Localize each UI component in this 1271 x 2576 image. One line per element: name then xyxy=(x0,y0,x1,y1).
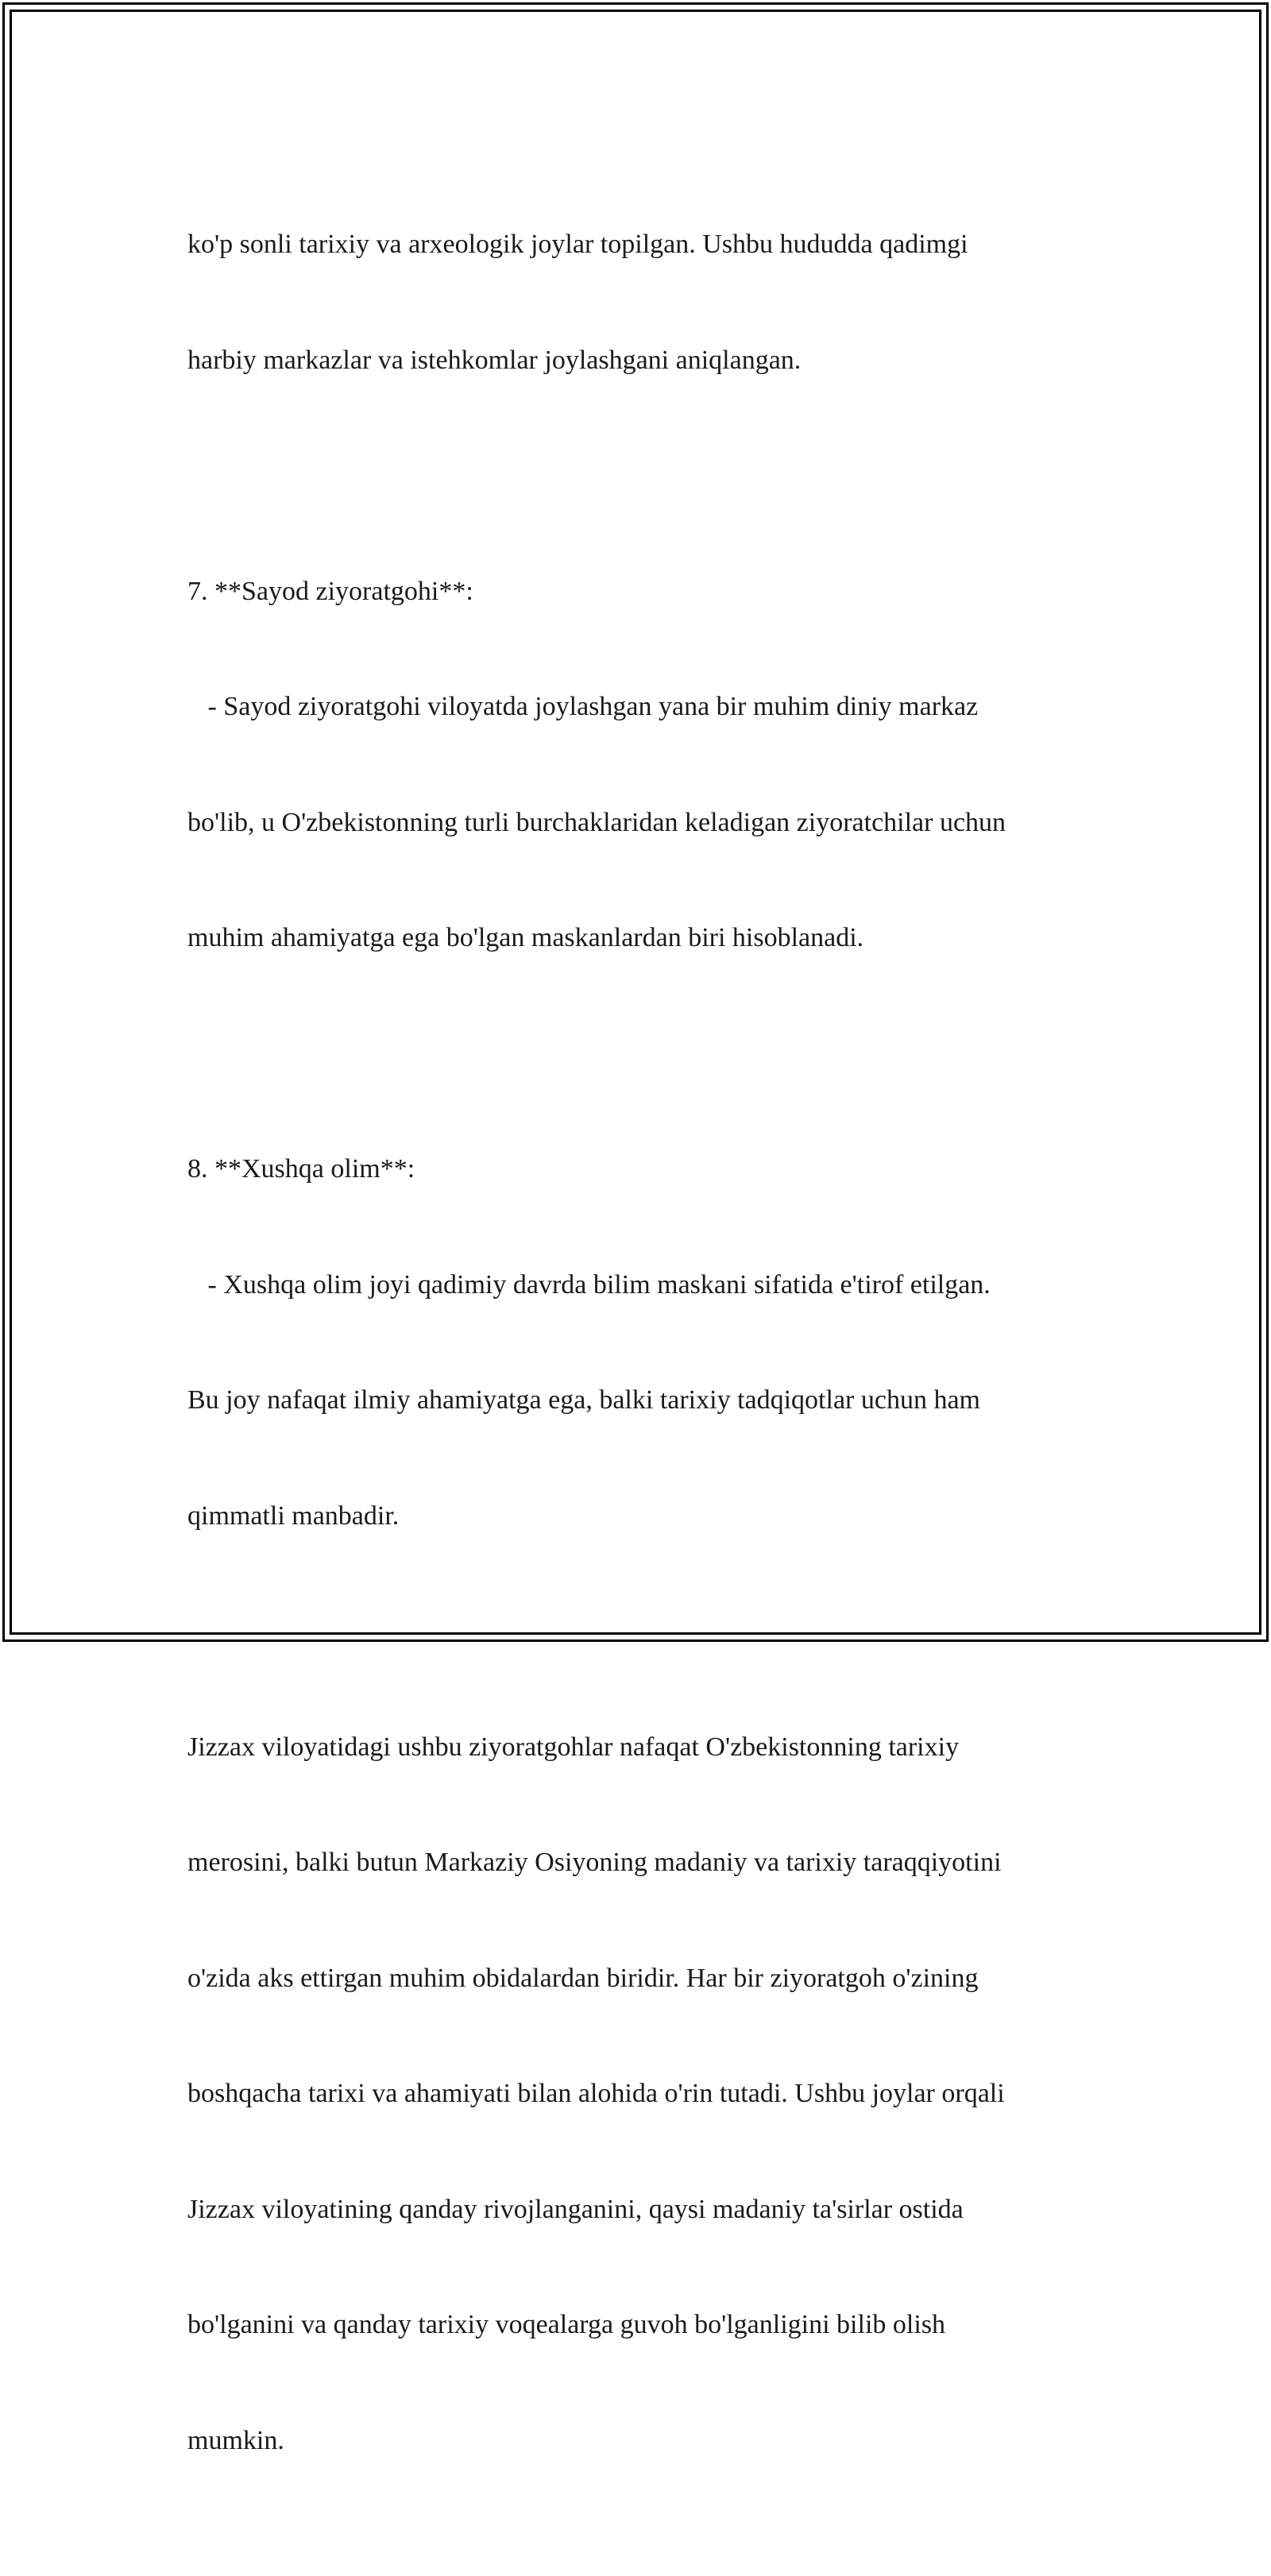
text-line: ko'p sonli tarixiy va arxeologik joylar topilgan. Ushbu hududda qadimgi xyxy=(187,230,968,259)
list-item-heading: 7. **Sayod ziyoratgohi**: xyxy=(187,576,473,606)
paragraph-historical-sites xyxy=(187,149,1101,457)
text-line: merosini, balki butun Markaziy Osiyoning madaniy va tarixiy taraqqiyotini xyxy=(187,1848,1002,1877)
paragraph-xushqa-olim xyxy=(187,1073,1101,1612)
text-line: qimmatli manbadir. xyxy=(187,1500,400,1531)
text-line: Jizzax viloyatidagi ushbu ziyoratgohlar nafaqat O'zbekistonning tarixiy xyxy=(187,1732,960,1762)
text-line: o'zida aks ettirgan muhim obidalardan biridir. Har bir ziyoratgoh o'zining xyxy=(187,1963,979,1993)
text-line: bo'lganini va qanday tarixiy voqealarga guvoh bo'lganligini bilib olish xyxy=(187,2310,946,2339)
paragraph-sayod-ziyoratgohi xyxy=(187,496,1101,1035)
text-line: boshqacha tarixi va ahamiyati bilan alohida o'rin tutadi. Ushbu joylar orqali xyxy=(187,2079,1005,2108)
text-line: Jizzax viloyatining qanday rivojlanganini, qaysi madaniy ta'sirlar ostida xyxy=(187,2194,964,2224)
text-line: Bu joy nafaqat ilmiy ahamiyatga ega, balki tarixiy tadqiqotlar uchun ham xyxy=(187,1385,980,1415)
text-line: - Sayod ziyoratgohi viloyatda joylashgan yana bir muhim diniy markaz xyxy=(187,692,979,721)
document-body xyxy=(187,149,1101,2576)
text-line: harbiy markazlar va istehkomlar joylashgani aniqlangan. xyxy=(187,345,802,375)
text-line: - Xushqa olim joyi qadimiy davrda bilim maskani sifatida e'tirof etilgan. xyxy=(187,1269,991,1300)
text-line: muhim ahamiyatga ega bo'lgan maskanlardan biri hisoblanadi. xyxy=(187,923,864,952)
text-line: bo'lib, u O'zbekistonning turli burchaklaridan keladigan ziyoratchilar uchun xyxy=(187,807,1006,837)
list-item-heading: 8. **Xushqa olim**: xyxy=(187,1154,415,1184)
text-line: mumkin. xyxy=(187,2425,284,2455)
paragraph-conclusion xyxy=(187,1651,1101,2538)
